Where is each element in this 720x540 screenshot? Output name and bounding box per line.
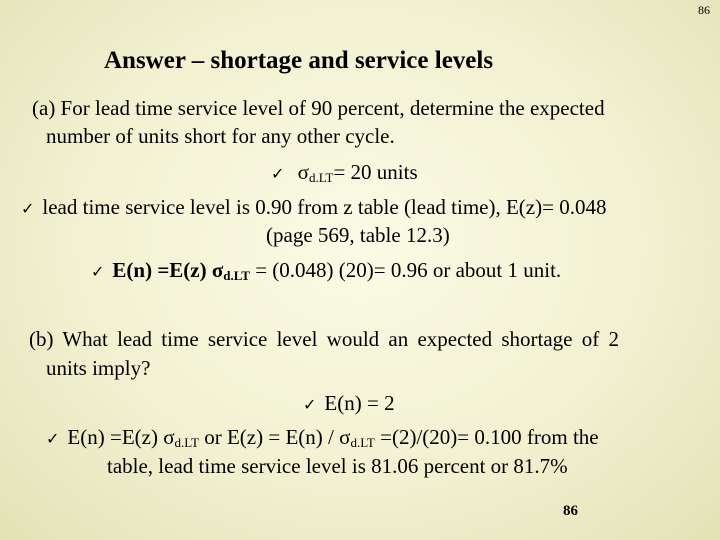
part-b-check2 [46, 425, 599, 450]
check2-text: lead time service level is 0.90 from z table (lead time), E(z)= 0.048 [42, 195, 607, 219]
page-number-bottom: 86 [563, 503, 578, 519]
slide-title: Answer – shortage and service levels [104, 47, 494, 74]
formula-part2: or E(z) = E(n) / σ [198, 425, 351, 449]
check-mark-icon: ✓ [271, 164, 285, 183]
part-b-check2-line2: table, lead time service level is 81.06 percent or 81.7% [107, 454, 568, 478]
check3-formula: E(n) =E(z) σ [112, 258, 224, 282]
check3-result: = (0.048) (20)= 0.96 or about 1 unit. [249, 258, 562, 282]
part-a-question-line2: number of units short for any other cycle. [46, 124, 395, 148]
part-a-check2-line2: (page 569, table 12.3) [266, 223, 450, 247]
check-mark-icon: ✓ [303, 395, 317, 414]
part-a-check3 [91, 258, 561, 283]
check-mark-icon: ✓ [91, 262, 105, 281]
subscript: d.LT [223, 268, 250, 283]
check1-text: E(n) = 2 [324, 391, 395, 415]
check-mark-icon: ✓ [21, 199, 35, 218]
subscript: d.LT [350, 435, 375, 450]
part-a-question-line1: (a) For lead time service level of 90 percent, determine the expected [32, 96, 605, 120]
part-a-check2 [21, 195, 606, 220]
part-a-check1 [271, 160, 418, 185]
check-mark-icon: ✓ [46, 429, 60, 448]
part-b-check1 [303, 391, 395, 416]
subscript: d.LT [308, 170, 334, 185]
part-b-question-line1: (b) What lead time service level would an expected shortage of 2 [29, 327, 619, 351]
formula-part3: =(2)/(20)= 0.100 from the [374, 425, 599, 449]
check1-value: = 20 units [333, 160, 418, 184]
part-b-question-line2: units imply? [46, 356, 151, 380]
sigma-symbol: σ [297, 160, 309, 184]
formula-part1: E(n) =E(z) σ [67, 425, 175, 449]
subscript: d.LT [174, 435, 199, 450]
page-number-top: 86 [698, 3, 710, 17]
